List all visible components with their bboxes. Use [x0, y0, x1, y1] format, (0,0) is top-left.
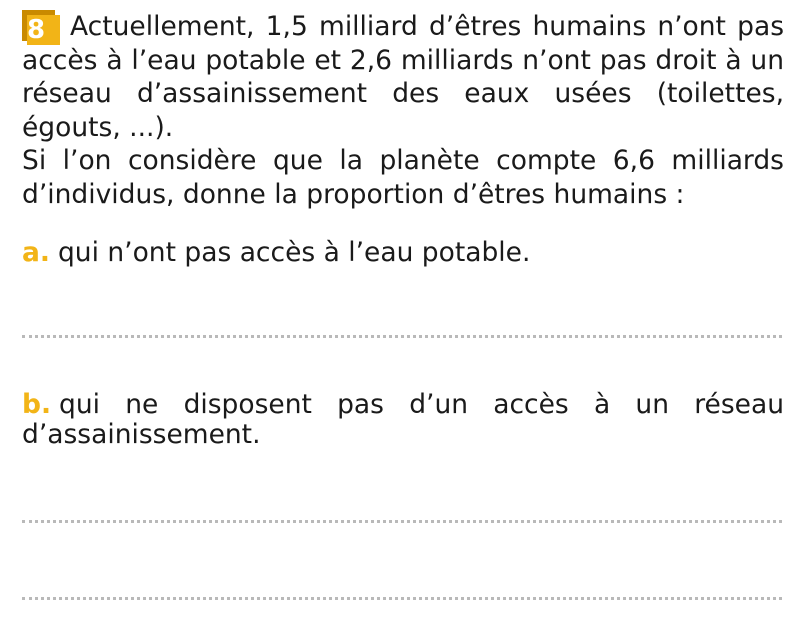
exercise-number: 8 [27, 15, 60, 45]
answer-line-a[interactable] [22, 335, 782, 338]
exercise-number-badge [22, 10, 62, 43]
question-b-letter: b. [22, 389, 52, 420]
exercise-block [22, 10, 784, 212]
statement-question: Si l’on considère que la planète compte 6,6 milliards d’individus, donne la proportion d’êtres humains : [22, 145, 784, 210]
exercise-statement [22, 10, 784, 212]
statement-text: Actuellement, 1,5 milliard d’êtres humains n’ont pas accès à l’eau potable et 2,6 milliards n’ont pas droit à un réseau d’assainissement des eaux usées (toilettes, égouts, ...). [22, 11, 784, 143]
answer-line-b1[interactable] [22, 520, 782, 523]
question-b-text: qui ne disposent pas d’un accès à un réseau d’assainissement. [22, 389, 784, 450]
answer-line-b2[interactable] [22, 597, 782, 600]
question-a-text: qui n’ont pas accès à l’eau potable. [57, 237, 531, 268]
question-a-letter: a. [22, 237, 50, 268]
question-b [22, 390, 784, 450]
question-a [22, 238, 784, 268]
